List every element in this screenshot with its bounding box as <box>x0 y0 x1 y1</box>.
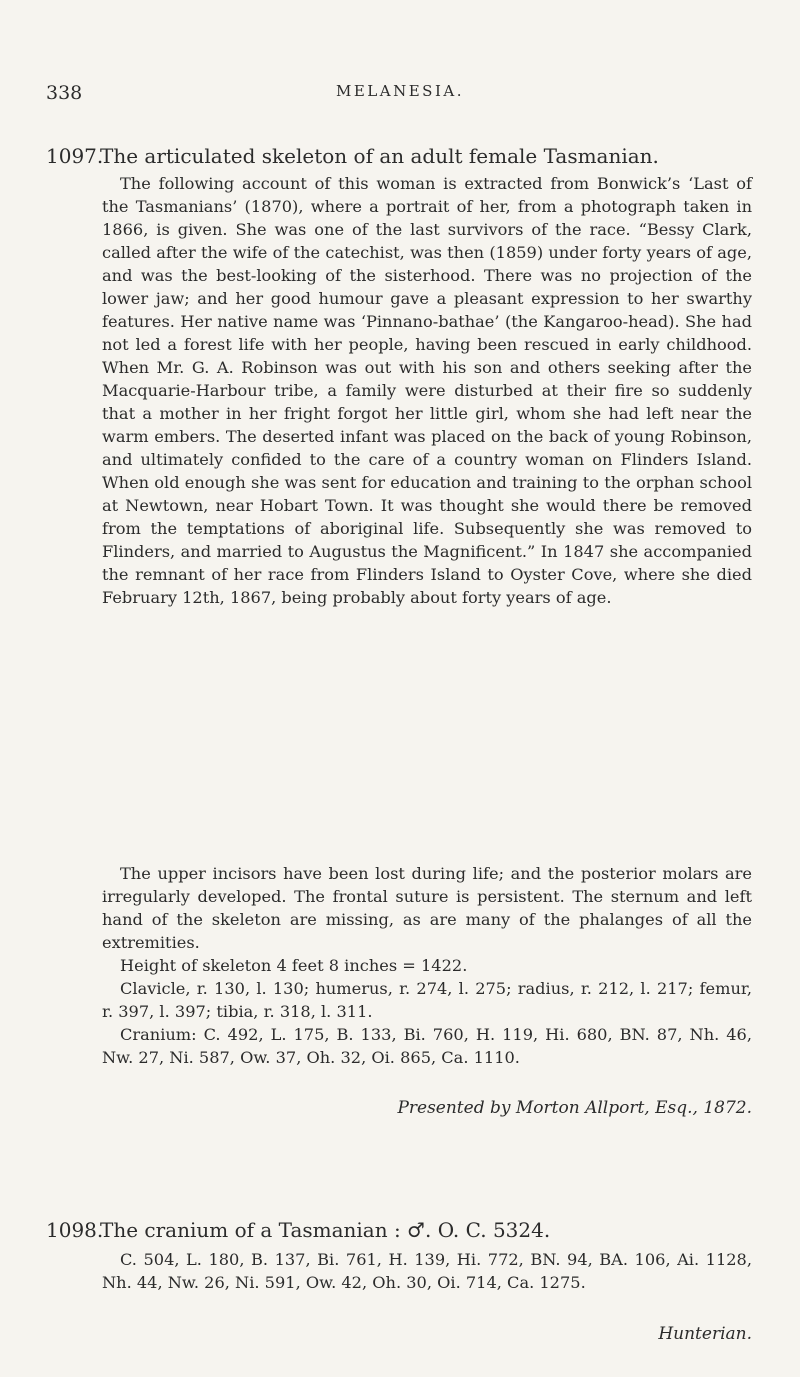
entry-title: The cranium of a Tasmanian : ♂. O. C. 5324. <box>100 1218 551 1242</box>
entry-title: The articulated skeleton of an adult female Tasmanian. <box>100 144 659 168</box>
entry-paragraph: The upper incisors have been lost during life; and the posterior molars are irregularly developed. The frontal suture is persistent. The sternum and left hand of the skeleton are missing, as are many of the phalanges of all the extremities. <box>102 864 752 952</box>
entry-paragraph: Clavicle, r. 130, l. 130; humerus, r. 274, l. 275; radius, r. 212, l. 217; femur, r. 397, l. 397; tibia, r. 318, l. 311. <box>102 979 752 1021</box>
page-number: 338 <box>46 82 83 104</box>
entry-number: 1098. <box>46 1218 104 1242</box>
entry-paragraph: Cranium: C. 492, L. 175, B. 133, Bi. 760, H. 119, Hi. 680, BN. 87, Nh. 46, Nw. 27, Ni. 587, Ow. 37, Oh. 32, Oi. 865, Ca. 1110. <box>102 1025 752 1067</box>
entry-paragraph: The following account of this woman is extracted from Bonwick’s ‘Last of the Tasmanians’ (1870), where a portrait of her, from a photograph taken in 1866, is given. She was one of the last survivors of the race. “Bessy Clark, called after the wife of the catechist, was then (1859) under forty years of age, and was the best-looking of the sisterhood. There was no projection of the lower jaw; and her good humour gave a pleasant expression to her swarthy features. Her native name was ‘Pinnano-bathae’ (the Kangaroo-head). She had not led a forest life with her people, having been rescued in early childhood. When Mr. G. A. Robinson was out with his son and others seeking after the Macquarie-Harbour tribe, a family were disturbed at their fire so suddenly that a mother in her fright forgot her little girl, whom she had left near the warm embers. The deserted infant was placed on the back of young Robinson, and ultimately confided to the care of a country woman on Flinders Island. When old enough she was sent for education and training to the orphan school at Newtown, near Hobart Town. It was thought she would there be removed from the temptations of aboriginal life. Subsequently she was removed to Flinders, and married to Augustus the Magnificent.” In 1847 she accompanied the remnant of her race from Flinders Island to Oyster Cove, where she died February 12th, 1867, being probably about forty years of age. <box>102 174 752 607</box>
entry-paragraph: C. 504, L. 180, B. 137, Bi. 761, H. 139, Hi. 772, BN. 94, BA. 106, Ai. 1128, Nh. 44, Nw. 26, Ni. 591, Ow. 42, Oh. 30, Oi. 714, Ca. 1275. <box>102 1250 752 1292</box>
entry-number: 1097. <box>46 144 104 168</box>
catalogue-entry <box>46 144 752 1194</box>
entry-attribution: Hunterian. <box>658 1324 752 1344</box>
catalogue-entry <box>46 1218 752 1348</box>
running-head: MELANESIA. <box>336 82 464 100</box>
entry-attribution: Presented by Morton Allport, Esq., 1872. <box>397 1098 752 1118</box>
page-header <box>0 82 800 122</box>
entry-paragraph: Height of skeleton 4 feet 8 inches = 1422. <box>120 956 468 975</box>
